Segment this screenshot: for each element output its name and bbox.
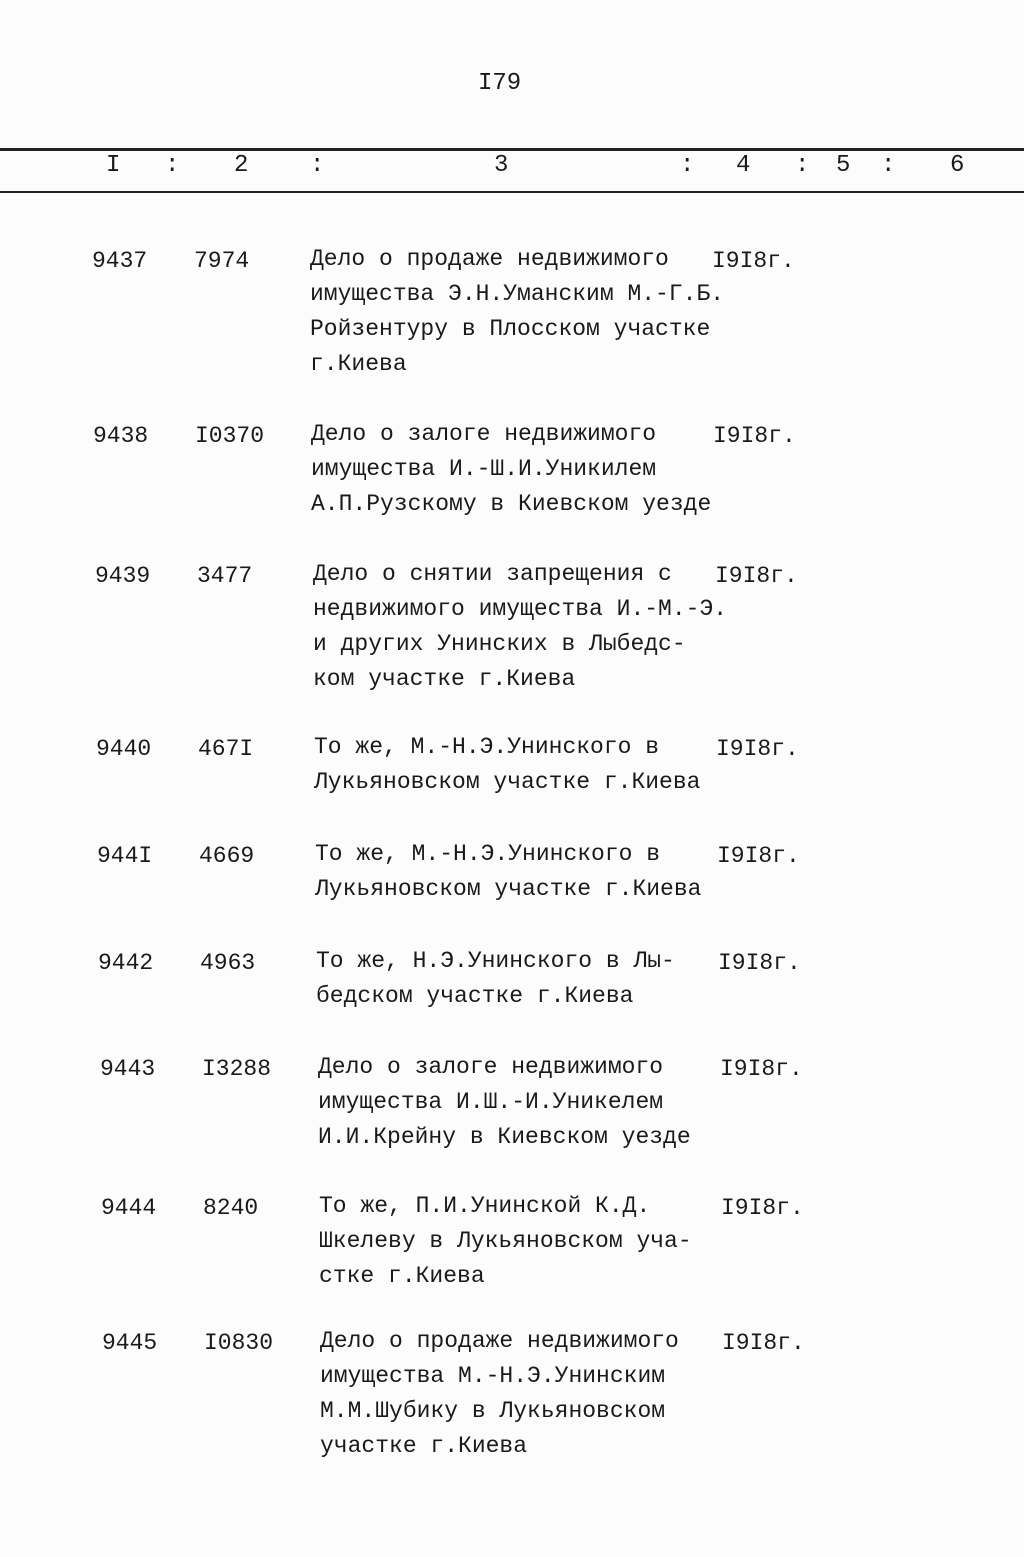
entry-description (315, 837, 701, 907)
column-separator: : (795, 152, 810, 179)
description-line: То же, Н.Э.Унинского в Лы- (316, 948, 675, 974)
old-number: I0830 (204, 1330, 274, 1356)
description-line: имущества И.Ш.-И.Уникелем (318, 1089, 664, 1115)
description-line: То же, П.И.Унинской К.Д. (319, 1193, 651, 1219)
entry-number: 9443 (100, 1056, 156, 1082)
old-number: 3477 (197, 563, 253, 589)
header-rule-top (0, 148, 1024, 151)
entry-year: I9I8г. (721, 1195, 804, 1221)
description-line: Дело о продаже недвижимого (320, 1328, 679, 1354)
description-line: Дело о снятии запрещения с (313, 561, 672, 587)
column-header: 3 (494, 152, 509, 179)
description-line: ком участке г.Киева (313, 666, 576, 692)
entry-number: 9438 (93, 423, 149, 449)
column-header: 5 (836, 152, 851, 179)
entry-description (319, 1189, 692, 1294)
entry-description (316, 944, 675, 1014)
entry-year: I9I8г. (716, 736, 799, 762)
entry-year: I9I8г. (722, 1330, 805, 1356)
description-line: Дело о залоге недвижимого (318, 1054, 664, 1080)
entry-number: 9440 (96, 736, 152, 762)
entry-year: I9I8г. (718, 950, 801, 976)
description-line: Лукьяновском участке г.Киева (315, 876, 702, 902)
description-line: г.Киева (310, 351, 407, 377)
old-number: 7974 (194, 248, 250, 274)
description-line: Ройзентуру в Плосском участке (310, 316, 711, 342)
entry-number: 9439 (95, 563, 151, 589)
old-number: I0370 (195, 423, 265, 449)
entry-year: I9I8г. (712, 248, 795, 274)
entry-year: I9I8г. (717, 843, 800, 869)
entry-description (314, 730, 700, 800)
entry-year: I9I8г. (720, 1056, 803, 1082)
description-line: бедском участке г.Киева (316, 983, 634, 1009)
old-number: I3288 (202, 1056, 272, 1082)
description-line: имущества И.-Ш.И.Уникилем (311, 456, 657, 482)
description-line: и других Унинских в Лыбедс- (313, 631, 686, 657)
entry-description (311, 417, 711, 522)
description-line: И.И.Крейну в Киевском уезде (318, 1124, 691, 1150)
column-separator: : (881, 152, 896, 179)
description-line: Шкелеву в Лукьяновском уча- (319, 1228, 692, 1254)
old-number: 4963 (200, 950, 256, 976)
description-line: имущества Э.Н.Уманским М.-Г.Б. (310, 281, 725, 307)
description-line: То же, М.-Н.Э.Унинского в (314, 734, 660, 760)
entry-number: 9445 (102, 1330, 158, 1356)
description-line: Дело о залоге недвижимого (311, 421, 657, 447)
column-header: 6 (950, 152, 965, 179)
column-separator: : (310, 152, 325, 179)
column-header: I (106, 152, 121, 179)
entry-description (320, 1324, 679, 1464)
description-line: участке г.Киева (320, 1433, 528, 1459)
header-rule-bottom (0, 191, 1024, 193)
description-line: имущества М.-Н.Э.Унинским (320, 1363, 666, 1389)
column-header: 4 (736, 152, 751, 179)
entry-number: 9437 (92, 248, 148, 274)
page-number: I79 (478, 70, 522, 97)
description-line: М.М.Шубику в Лукьяновском (320, 1398, 666, 1424)
entry-year: I9I8г. (713, 423, 796, 449)
entry-description (310, 242, 724, 382)
description-line: Лукьяновском участке г.Киева (314, 769, 701, 795)
entry-number: 9442 (98, 950, 154, 976)
entry-description (313, 557, 727, 697)
column-separator: : (165, 152, 180, 179)
old-number: 8240 (203, 1195, 259, 1221)
old-number: 4669 (199, 843, 255, 869)
description-line: То же, М.-Н.Э.Унинского в (315, 841, 661, 867)
entry-number: 944I (97, 843, 153, 869)
entry-number: 9444 (101, 1195, 157, 1221)
description-line: недвижимого имущества И.-М.-Э. (313, 596, 728, 622)
column-separator: : (680, 152, 695, 179)
entry-year: I9I8г. (715, 563, 798, 589)
old-number: 467I (198, 736, 254, 762)
description-line: А.П.Рузскому в Киевском уезде (311, 491, 712, 517)
column-header: 2 (234, 152, 249, 179)
description-line: стке г.Киева (319, 1263, 485, 1289)
entry-description (318, 1050, 691, 1155)
description-line: Дело о продаже недвижимого (310, 246, 669, 272)
